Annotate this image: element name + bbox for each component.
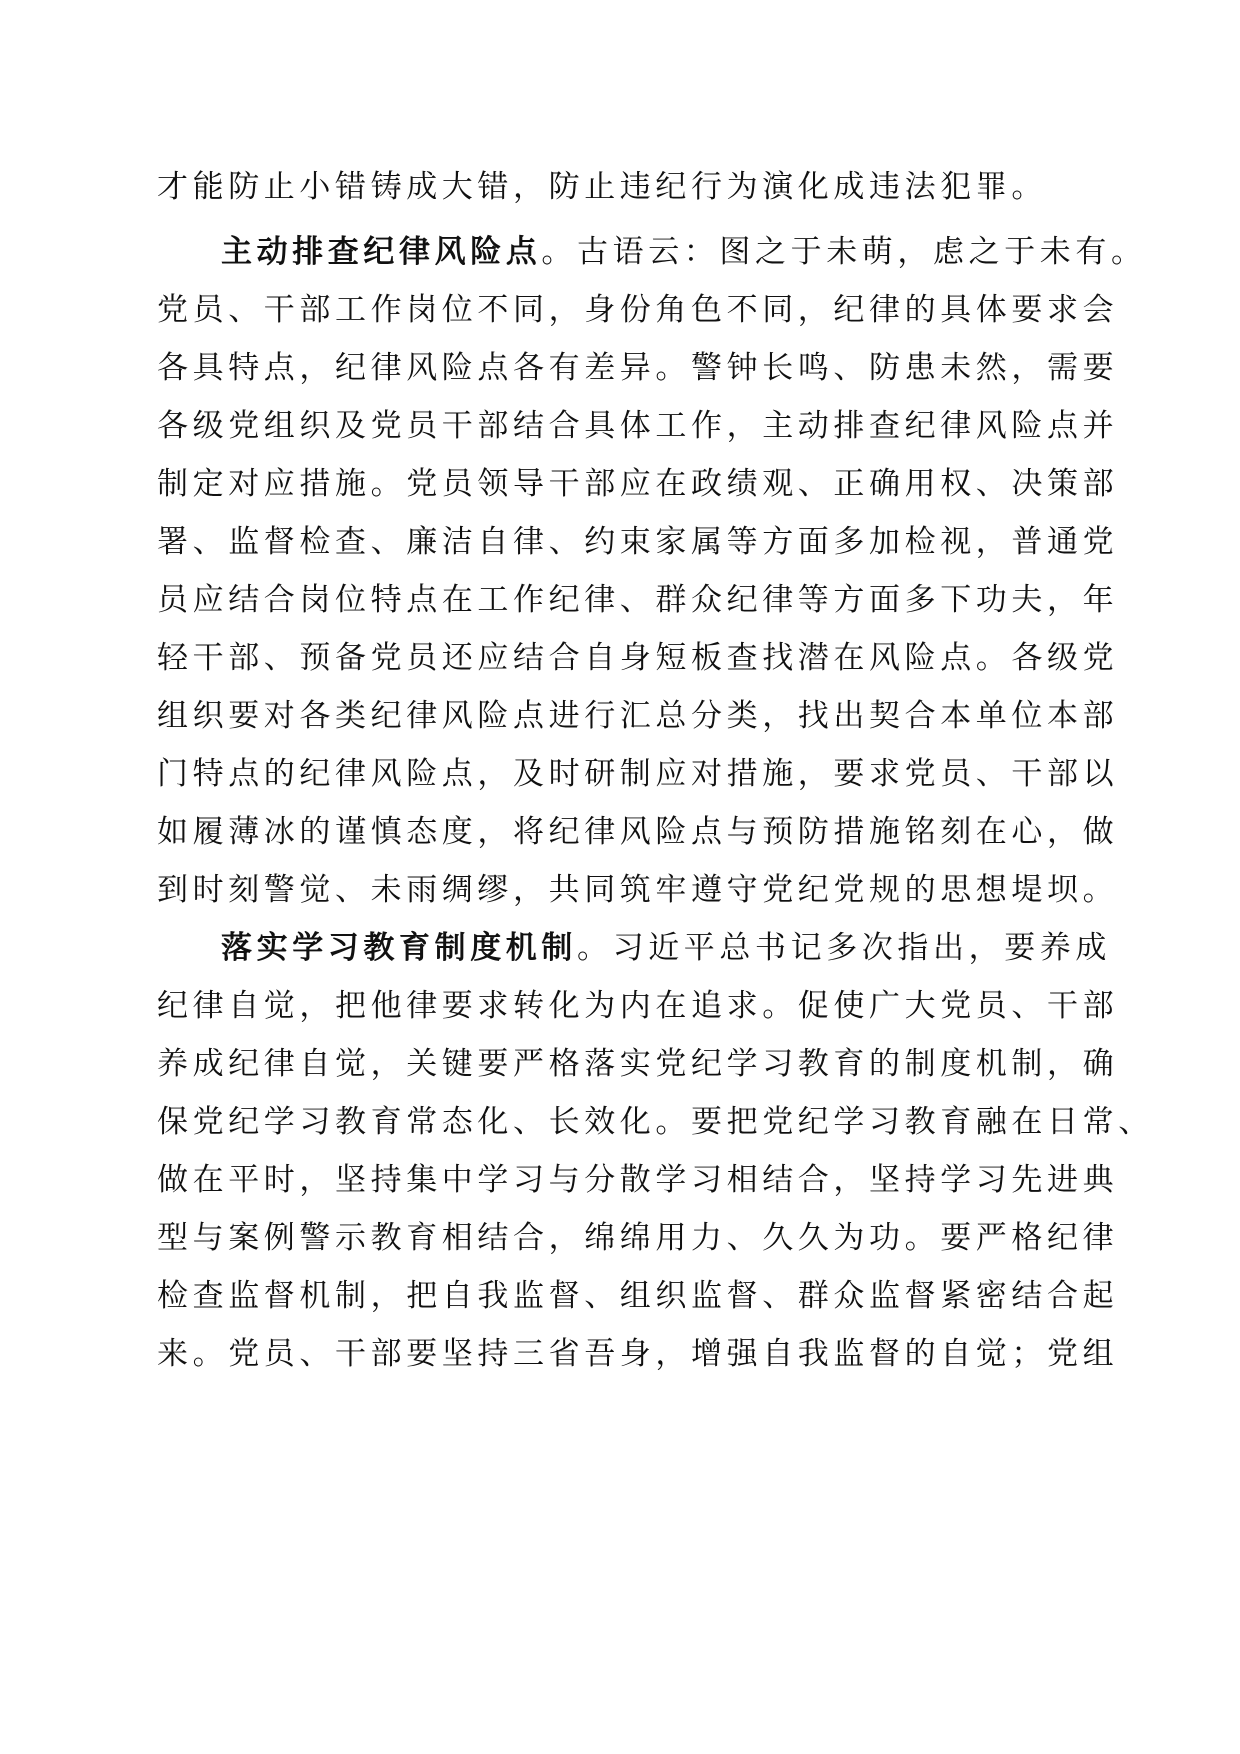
text-line: 纪律自觉，把他律要求转化为内在追求。促使广大党员、干部 (157, 988, 1119, 1024)
text-line: 做在平时，坚持集中学习与分散学习相结合，坚持学习先进典 (157, 1162, 1119, 1198)
text-line: 党员、干部工作岗位不同，身份角色不同，纪律的具体要求会 (157, 292, 1119, 328)
paragraph-heading-line (221, 928, 1111, 968)
paragraph-heading: 落实学习教育制度机制 (221, 930, 577, 966)
text-line: 保党纪学习教育常态化、长效化。要把党纪学习教育融在日常、 (157, 1104, 1154, 1140)
paragraph-heading-line (221, 232, 1147, 272)
text-line: 养成纪律自觉，关键要严格落实党纪学习教育的制度机制，确 (157, 1046, 1119, 1082)
text-line: 才能防止小错铸成大错，防止违纪行为演化成违法犯罪。 (157, 169, 1047, 205)
text-line: 各级党组织及党员干部结合具体工作，主动排查纪律风险点并 (157, 408, 1119, 444)
text-line: 门特点的纪律风险点，及时研制应对措施，要求党员、干部以 (157, 756, 1119, 792)
text-line: 轻干部、预备党员还应结合自身短板查找潜在风险点。各级党 (157, 640, 1119, 676)
text-line: 来。党员、干部要坚持三省吾身，增强自我监督的自觉；党组 (157, 1336, 1119, 1372)
paragraph-heading: 主动排查纪律风险点 (221, 234, 542, 270)
text-line: 员应结合岗位特点在工作纪律、群众纪律等方面多下功夫，年 (157, 582, 1119, 618)
paragraph-text: 。习近平总书记多次指出，要养成 (577, 930, 1111, 966)
paragraph-text: 。古语云：图之于未萌，虑之于未有。 (541, 234, 1147, 270)
text-line: 到时刻警觉、未雨绸缪，共同筑牢遵守党纪党规的思想堤坝。 (157, 872, 1119, 908)
text-line: 检查监督机制，把自我监督、组织监督、群众监督紧密结合起 (157, 1278, 1119, 1314)
text-line: 如履薄冰的谨慎态度，将纪律风险点与预防措施铭刻在心，做 (157, 814, 1119, 850)
text-line: 各具特点，纪律风险点各有差异。警钟长鸣、防患未然，需要 (157, 350, 1119, 386)
text-line: 制定对应措施。党员领导干部应在政绩观、正确用权、决策部 (157, 466, 1119, 502)
text-line: 署、监督检查、廉洁自律、约束家属等方面多加检视，普通党 (157, 524, 1119, 560)
text-line: 组织要对各类纪律风险点进行汇总分类，找出契合本单位本部 (157, 698, 1119, 734)
text-line: 型与案例警示教育相结合，绵绵用力、久久为功。要严格纪律 (157, 1220, 1119, 1256)
